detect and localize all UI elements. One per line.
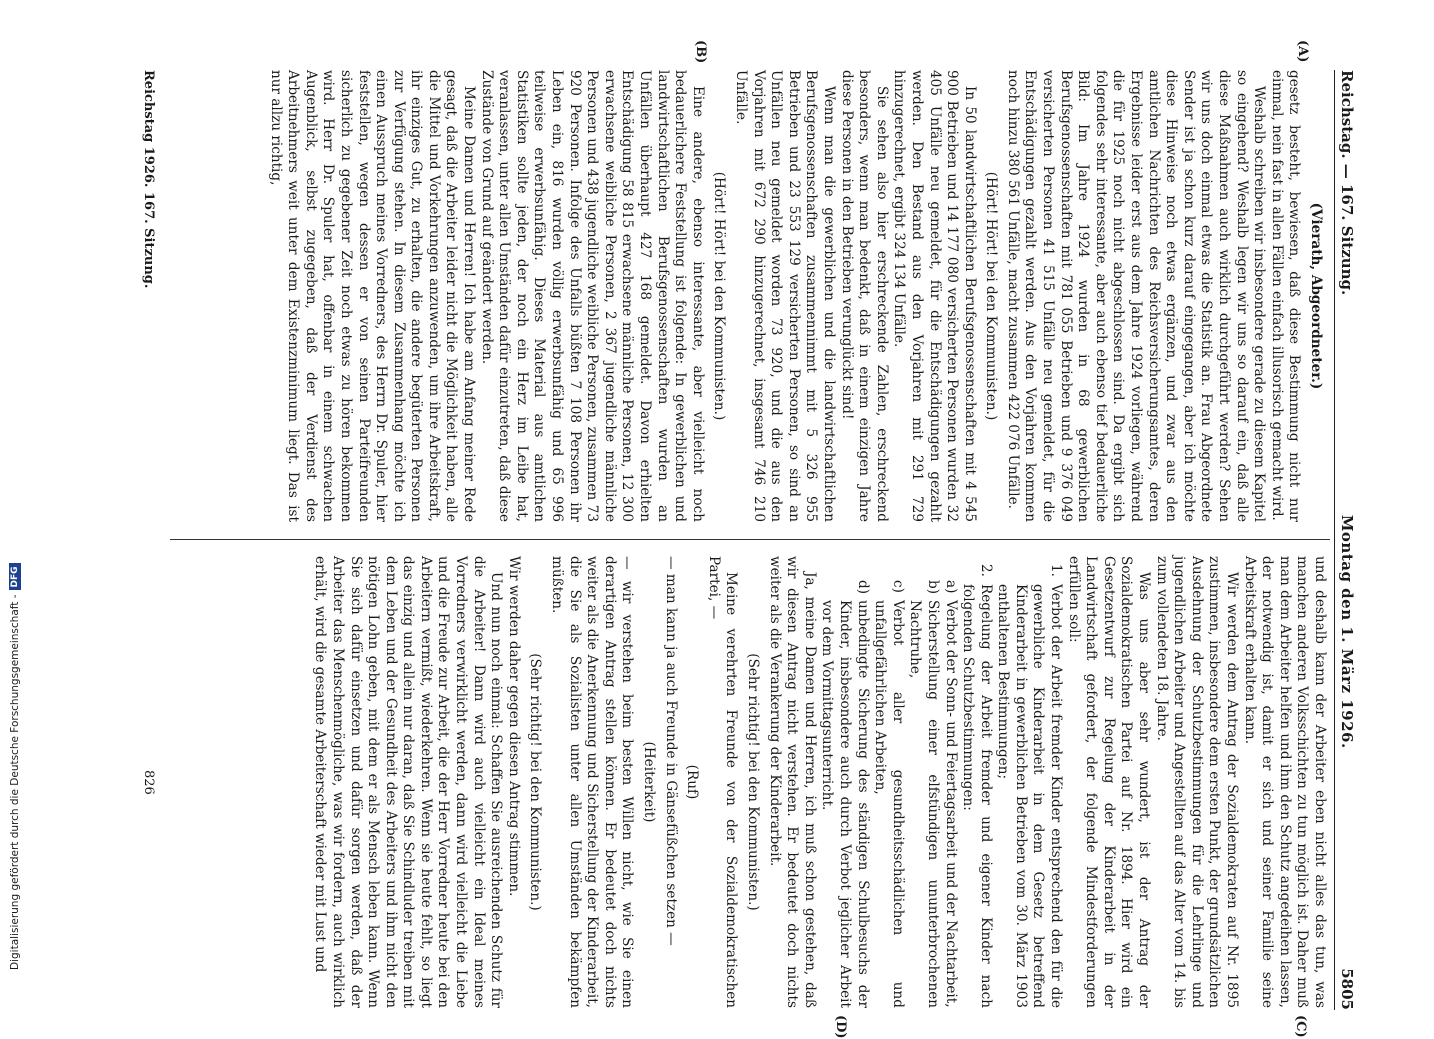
right-column: [311, 556, 1328, 1008]
paragraph: Wir werden daher gegen diesen Antrag stimmen.: [505, 556, 522, 897]
list-text: Verbot der Sonn- und Feiertagsarbeit und der Nachtarbeit,: [942, 600, 959, 1008]
speaker-line: (Vierath, Abgeordneter.): [1308, 202, 1324, 390]
left-column: [266, 70, 1328, 522]
margin-mark-c: (C): [1293, 1015, 1308, 1038]
sub-list-item: [906, 556, 941, 1008]
list-label: a): [942, 580, 959, 594]
list-text: Verbot der Arbeit fremder Kinder entsprechend den für die gewerbliche Kinderarbeit in dem Gesetz betreffend Kinderarbeit in gewerblichen Betrieben vom 30. März 1903 enthaltenen Bestimmungen;: [995, 584, 1065, 1008]
list-text: Sicherstellung einer elfstündigen ununterbrochenen Nachtruhe,: [907, 600, 941, 1008]
list-label: d): [854, 580, 871, 595]
paragraph: Eine andere, ebenso interessante, aber vielleicht noch bedauerlichere Feststellung ist folgende: In gewerblichen und landwirtschaftlichen Berufsgenossenschaften wurden an Unfällen überhaupt 427 168 gemeldet. Davon erhielten Entschädigung 58 815 erwachsene männliche Personen, 12 300 erwachsene weibliche Personen, 2 367 jugendliche männliche Personen und 438 jugendliche weibliche Personen, zusammen 73 920 Personen. Infolge des Unfalls büßten 7 108 Personen ihr Leben ein, 816 wurden völlig erwerbsunfähig und 65 996 teilweise erwerbsunfähig. Dieses Material aus amtlichen Statistiken sollte jeden, der noch ein Herz im Leibe hat, veranlassen, unter allen Umständen dafür einzutreten, daß diese Zustände von Grund auf geändert werden.: [478, 70, 706, 522]
sub-list-item: [941, 556, 959, 1008]
paragraph: — wir verstehen beim besten Willen nicht, wie Sie einen derartigen Antrag stellen können. Er bedeutet doch nichts weiter als die Anerkennung und Sicherstellung der Kinderarbeit, die Sie als Sozialisten unter allen Umständen bekämpfen müßten.: [549, 556, 636, 1008]
margin-mark-d: (D): [833, 1015, 848, 1039]
interjection: (Hört! Hört! bei den Kommunisten.): [711, 171, 728, 421]
interjection: (Ruf): [684, 764, 701, 800]
paragraph: In 50 landwirtschaftlichen Berufsgenossenschaften mit 4 545 900 Betrieben und 14 177 080 versicherten Personen wurden 32 405 Unfälle neu gemeldet, für die Entschädigungen gezahlt werden. Den Bestand aus den Vorjahren mit 291 729 hinzugerechnet, ergibt 324 134 Unfälle.: [891, 70, 978, 522]
sub-list-item: [871, 556, 906, 1008]
sub-list-item: [818, 556, 871, 1008]
footer-page-number: 826: [141, 770, 156, 795]
margin-mark-a: (A): [1295, 40, 1310, 63]
paragraph: Meine Damen und Herren! Ich habe am Anfang meiner Rede gesagt, daß die Arbeiter leider nicht die Möglichkeit haben, alle die Mittel und Vorkehrungen anzuwenden, um ihre Arbeitskraft, ihr einziges Gut, zu erhalten, die andere begüterten Personen zur Verfügung stehen. In diesem Zusammenhang möchte ich einen Ausspruch meines Vorredners, des Herrn Dr. Spuler, hier feststellen, wegen dessen er von seinen Parteifreunden sicherlich zu gegebener Zeit noch etwas zu hören bekommen wird. Herr Dr. Spuler hat, offenbar in einem schwachen Augenblick, selbst zugegeben, daß der Verdienst des Arbeitnehmers weit unter dem Existenzminimum liegt. Das ist nur allzu richtig,: [267, 70, 478, 522]
interjection: (Hört! Hört! bei den Kommunisten.): [983, 171, 1000, 421]
paragraph: Wir werden dem Antrag der Sozialdemokraten auf Nr. 1895 zustimmen, insbesondere dem ersten Punkt, der grundsätzlichen Ausdehnung der Schutzbestimmungen für die Lehrlinge und jugendlichen Arbeiter und Angestellten auf das Alter vom 14. bis zum vollendeten 18. Jahre.: [1153, 556, 1241, 1008]
paragraph: Meine verehrten Freunde von der Sozialdemokratischen Partei, —: [705, 556, 740, 1008]
list-item: [994, 556, 1064, 1008]
header-left: Reichstag. — 167. Sitzung.: [1338, 70, 1356, 296]
credit-text: Digitalisierung gefördert durch die Deutsche Forschungsgemeinschaft -: [9, 594, 21, 970]
interjection: (Sehr richtig! bei den Kommunisten.): [527, 653, 544, 911]
paragraph: gesetz besteht, bewiesen, daß diese Bestimmung nicht nur einmal, nein fast in allen Fällen einfach illusorisch gemacht wird.: [1268, 70, 1303, 522]
rotated-page-body: [118, 40, 1368, 1039]
list-label: 2.: [977, 564, 994, 577]
page-header: [1334, 70, 1368, 1010]
paragraph: Weshalb schreiben wir insbesondere gerade zu diesem Kapitel so eingehend? Weshalb legen wir uns so darauf ein, daß alle diese Maßnahmen auch wirklich durchgeführt werden? Sehen wir uns doch einmal etwas die Statistik an. Frau Abgeordnete Sender ist ja schon kurz darauf eingegangen, aber ich möchte diese Hinweise noch etwas ergänzen, und zwar aus den amtlichen Nachrichten des Reichsversicherungsamtes, deren Ergebnisse leider erst aus dem Jahre 1924 vorliegen, während die für 1925 noch nicht abgeschlossen sind. Da ergibt sich folgendes sehr interessante, aber auch ebenso tief bedauerliche Bild: Im Jahre 1924 wurden in 68 gewerblichen Berufsgenossenschaften mit 781 055 Betrieben und 9 376 049 versicherten Personen 41 515 Unfälle neu gemeldet, für die Entschädigungen gezahlt werden. Aus den Vorjahren kommen noch hinzu 380 561 Unfälle, macht zusammen 422 076 Unfälle.: [1004, 70, 1268, 522]
paragraph: Ja, meine Damen und Herren, ich muß schon gestehen, daß wir diesen Antrag nicht verstehen. Er bedeutet doch nichts weiter als die Verankerung der Kinderarbeit.: [766, 556, 818, 1008]
page-number: 5805: [1338, 968, 1356, 1010]
list-item: [959, 556, 994, 1008]
list-text: unbedingte Sicherung des ständigen Schulbesuchs der Kinder, insbesondere auch durch Verbot jeglicher Arbeit vor dem Vormittagsunterricht.: [819, 600, 871, 1008]
digitization-credit: [4, 190, 26, 970]
list-label: c): [889, 580, 906, 593]
paragraph: Wenn man die gewerblichen und die landwirtschaftlichen Berufsgenossenschaften zusammennimmt mit 5 326 955 Betrieben und 23 553 129 versicherten Personen, so sind an Unfällen neu gemeldet worden 73 920, und die aus den Vorjahren mit 672 290 hinzugerechnet, insgesamt 746 210 Unfälle.: [733, 70, 837, 522]
paragraph: Sie sehen also hier erschreckende Zahlen, erschreckend besonders, wenn man bedenkt, daß in einem einzigen Jahre diese Personen in den Betrieben verunglückt sind!: [838, 70, 890, 522]
paragraph: und deshalb kann der Arbeiter eben nicht alles das tun, was manchen anderen Volksschichten zu tun möglich ist. Daher muß man dem Arbeiter helfen und ihm den Schutz angedeihen lassen, der notwendig ist, damit er sich und seiner Familie seine Arbeitskraft erhalten kann.: [1241, 556, 1328, 1008]
header-center: Montag den 1. März 1926.: [1338, 514, 1356, 749]
dfg-logo: DFG: [9, 563, 21, 590]
paragraph: — man kann ja auch Freunde in Gänsefüßchen setzen —: [662, 556, 679, 946]
margin-mark-b: (B): [693, 40, 708, 64]
list-label: 1.: [1048, 564, 1065, 577]
footer-left: Reichstag 1926. 167. Sitzung.: [141, 70, 156, 289]
interjection: (Heiterkeit): [641, 741, 658, 823]
list-text: Regelung der Arbeit fremder und eigener Kinder nach folgenden Schutzbestimmungen:: [960, 584, 994, 1008]
column-divider: [170, 539, 1330, 540]
paragraph: Und nun noch einmal: Schaffen Sie ausreichenden Schutz für die Arbeiter! Dann wird auch vielleicht ein Ideal meines Vorredners verwirklicht werden, dann wird vielleicht die Liebe und die Freude zur Arbeit, die der Herr Vorredner heute bei den Arbeitern vermißt, wiederkehren. Wenn sie heute fehlt, so liegt das einzig und allein nur daran, daß Sie Schindluder treiben mit dem Leben und der Gesundheit des Arbeiters und ihm nicht den nötigen Lohn geben, mit dem er als Mensch leben kann. Wenn Sie sich dafür einsetzen und dafür sorgen werden, daß der Arbeiter das Menschenmögliche, was wir fordern, auch wirklich erhält, wird die gesamte Arbeiterschaft wieder mit Lust und: [312, 556, 505, 1008]
paragraph: Was uns aber sehr wundert, ist der Antrag der Sozialdemokratischen Partei auf Nr. 1894. Hier wird ein Gesetzentwurf zur Regelung der Kinderarbeit in der Landwirtschaft gefordert, der folgende Mindestforderungen erfüllen soll:: [1065, 556, 1153, 1008]
list-label: b): [924, 580, 941, 595]
interjection: (Sehr richtig! bei den Kommunisten.): [745, 653, 761, 911]
list-text: Verbot aller gesundheitsschädlichen und unfallgefährlichen Arbeiten,: [872, 600, 906, 1008]
